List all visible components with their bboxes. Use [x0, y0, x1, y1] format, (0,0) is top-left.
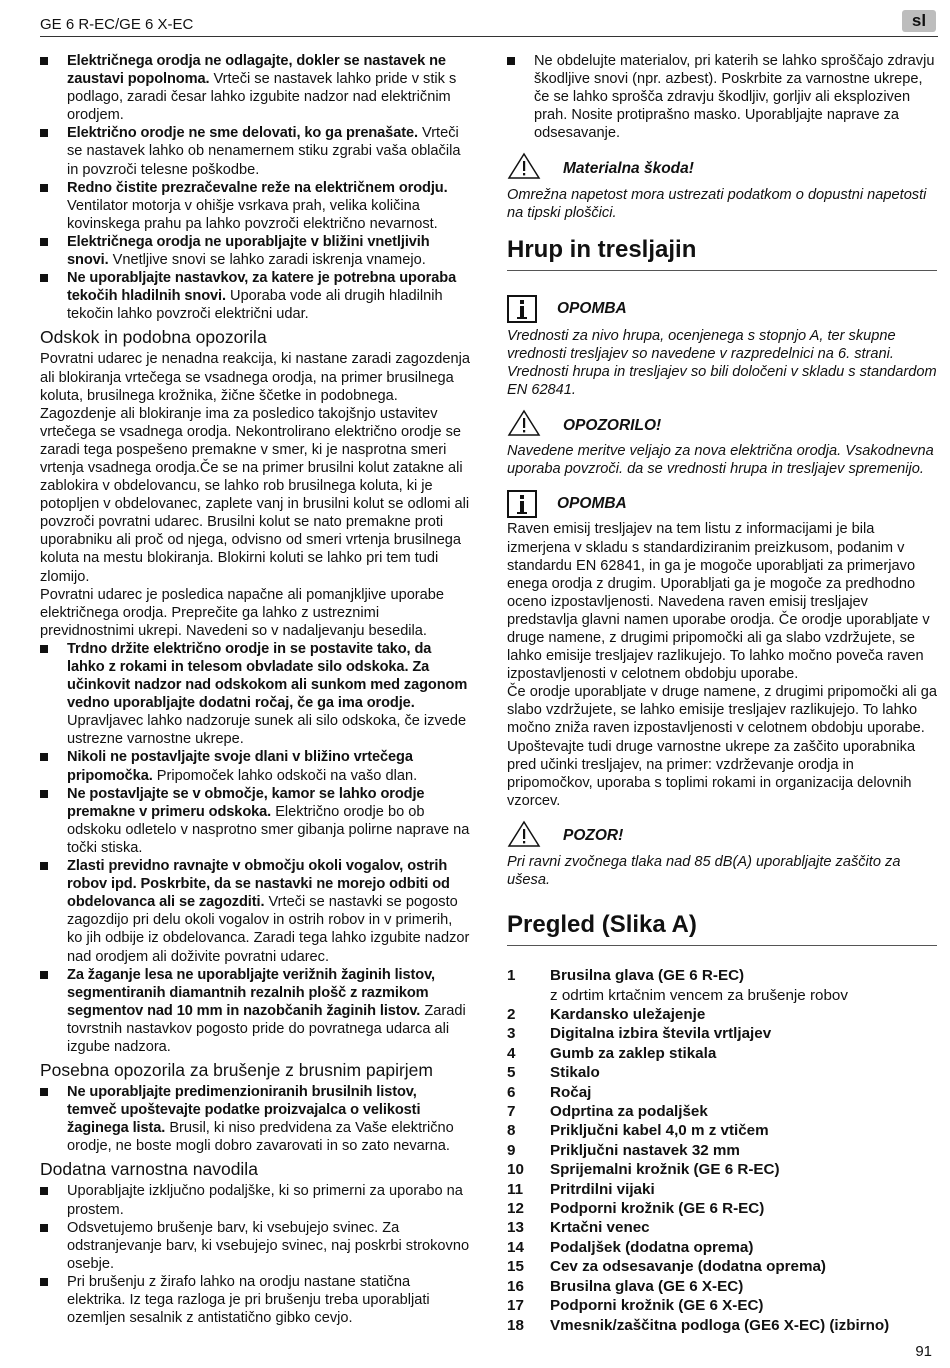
parts-list-item — [507, 1024, 937, 1043]
heading-kickback: Odskok in podobna opozorila — [40, 327, 267, 348]
warning-title: OPOZORILO! — [563, 416, 662, 434]
part-number: 4 — [507, 1044, 516, 1062]
heading-noise: Hrup in tresljajin — [507, 236, 937, 271]
part-number: 2 — [507, 1006, 516, 1023]
bullet-text: Upravljavec lahko nadzoruje sunek ali silo odskoka, če izvede ustrezne varnostne ukrepe. — [67, 713, 467, 748]
bullet-square-icon — [40, 971, 48, 979]
bullet-item — [40, 640, 470, 749]
header-title: GE 6 R-EC/GE 6 X-EC — [40, 16, 194, 33]
bullet-bold-text: Ne postavljajte se v območje, kamor se lahko orodje premakne v primeru odskoka. — [67, 785, 425, 820]
bullet-square-icon — [40, 274, 48, 282]
note2-header — [507, 490, 937, 518]
bullet-square-icon — [40, 238, 48, 246]
parts-list-item — [507, 1277, 937, 1296]
part-name: Pritrdilni vijaki — [550, 1180, 655, 1198]
bullet-text: Vrteči se nastavek lahko ob nenamernem stiku zgrabi vaša oblačila in povzroči telesne poškodbe. — [67, 125, 461, 178]
part-name: Podporni krožnik (GE 6 X-EC) — [550, 1297, 764, 1315]
parts-list-item — [507, 1296, 937, 1315]
part-name: Digitalna izbira števila vrtljajev — [550, 1025, 772, 1043]
bullet-bold-text: Električnega orodja ne uporabljajte v bližini vnetljivih snovi. — [67, 233, 430, 269]
bullet-text: Ne obdelujte materialov, pri katerih se lahko sproščajo zdravju škodljive snovi (npr. azbest). Poskrbite za varnostne ukrepe, če se lahko sprošča zdravju škodljiv, gorljiv ali eksploziven prah. Nosite protiprašno masko. Uporabljajte naprave za odsesavanje. — [534, 53, 935, 142]
bullet-text: Vrteči se nastavek lahko pride v stik s podlago, zaradi česar lahko izgubite nadzor nad električnim orodjem. — [67, 71, 457, 124]
bullet-bold-text: Ne uporabljajte nastavkov, za katere je potrebna uporaba tekočih hladilnih snovi. — [67, 270, 457, 305]
parts-list — [507, 966, 937, 1335]
bullet-square-icon — [40, 790, 48, 798]
bullet-text: Odsvetujemo brušenje barv, ki vsebujejo svinec. Za odstranjevanje barv, ki vsebujejo svinec, naj poskrbi strokovno osebje. — [67, 1219, 470, 1272]
parts-list-item — [507, 1199, 937, 1218]
note1-title: OPOMBA — [557, 299, 627, 317]
bullet-square-icon — [40, 753, 48, 761]
part-description: z odrtim krtačnim vencem za brušenje robov — [550, 986, 848, 1004]
part-name: Podporni krožnik (GE 6 R-EC) — [550, 1200, 765, 1218]
bullet-bold-text: Ne uporabljajte predimenzioniranih brusilnih listov, temveč upoštevajte podatke proizvajalca o velikosti žaginega lista. — [67, 1084, 421, 1137]
bullet-square-icon — [40, 184, 48, 192]
parts-list-item — [507, 1121, 937, 1140]
part-name: Cev za odsesavanje (dodatna oprema) — [550, 1258, 826, 1276]
warning-header — [507, 409, 937, 442]
bullet-item — [40, 1083, 470, 1155]
bullet-list-kickback — [40, 640, 470, 1056]
caution-title: POZOR! — [563, 827, 624, 845]
parts-list-item — [507, 1160, 937, 1179]
parts-list-item — [507, 1218, 937, 1237]
part-name: Gumb za zaklep stikala — [550, 1044, 717, 1062]
parts-list-item — [507, 1102, 937, 1121]
part-name: Sprijemalni krožnik (GE 6 R-EC) — [550, 1161, 780, 1179]
bullet-bold-text: Električnega orodja ne odlagajte, dokler se nastavek ne zaustavi popolnoma. — [67, 53, 446, 88]
parts-list-item — [507, 1316, 937, 1335]
part-name: Ročaj — [550, 1083, 592, 1101]
bullet-square-icon — [40, 1278, 48, 1286]
part-number: 15 — [507, 1258, 524, 1276]
part-number: 8 — [507, 1122, 516, 1140]
bullet-bold-text: Zlasti previdno ravnajte v območju okoli vogalov, ostrih robov ipd. Poskrbite, da se nastavki ne morejo odbiti od obdelovanca ali se zagozditi. — [67, 858, 450, 911]
parts-list-item — [507, 1141, 937, 1160]
bullet-item — [40, 52, 470, 124]
bullet-item — [40, 748, 470, 784]
bullet-square-icon — [40, 129, 48, 137]
part-name: Priključni nastavek 32 mm — [550, 1141, 740, 1159]
bullet-item — [40, 1182, 470, 1218]
language-badge: sl — [902, 10, 936, 32]
parts-list-item — [507, 966, 937, 985]
bullet-item — [40, 233, 470, 269]
bullet-item — [40, 179, 470, 233]
parts-list-item — [507, 1044, 937, 1063]
bullet-square-icon — [40, 1088, 48, 1096]
part-number: 17 — [507, 1297, 524, 1315]
bullet-text: Vnetljive snovi se lahko zaradi iskrenja vnamejo. — [108, 252, 426, 269]
right-column — [507, 52, 937, 1335]
bullet-text: Uporabljajte izključno podaljške, ki so primerni za uporabo na prostem. — [67, 1183, 463, 1218]
bullet-text: Zaradi tovrstnih nastavkov pogosto pride do povratnega udarca ali izgube nadzora. — [67, 1002, 466, 1055]
bullet-item — [40, 1219, 470, 1273]
part-number: 14 — [507, 1238, 524, 1256]
part-name: Stikalo — [550, 1064, 600, 1082]
part-name: Brusilna glava (GE 6 R-EC) — [550, 967, 745, 985]
bullet-bold-text: Električno orodje ne sme delovati, ko ga prenašate. — [67, 125, 418, 142]
part-number: 7 — [507, 1103, 516, 1121]
bullet-square-icon — [40, 1187, 48, 1195]
warning-triangle-icon — [507, 820, 541, 853]
bullet-square-icon — [40, 57, 48, 65]
bullet-text: Brusil, ki niso predvidena za Vaše električno orodje, ne boste mogli dobro zavarovati in so zato nevarna. — [67, 1120, 454, 1155]
note2-paragraph-1: Raven emisij tresljajev na tem listu z informacijami je bila izmerjena v skladu s standardiziranim preizkusom, podanim v standardu EN 62841, in ga je mogoče uporabljati za primerjavo enega orodja z drugim. Uporabljati ga je mogoče za predhodno oceno izpostavljenosti. Navedena raven emisij tresljajev predstavlja glavni namen uporabe orodja. Če orodje uporabljate v druge namene, z drugimi pripomočki ali ga slabo vzdržujete, se lahko emisije tresljajev razlikujejo. To lahko močno poveča raven izpostavljenosti v celotnem obdobju uporabe. — [507, 521, 930, 683]
part-name: Podaljšek (dodatna oprema) — [550, 1238, 754, 1256]
warning-triangle-icon — [507, 409, 541, 442]
warning-triangle-icon — [507, 152, 541, 185]
bullet-item — [40, 857, 470, 966]
parts-list-item — [507, 1083, 937, 1102]
part-number: 1 — [507, 967, 516, 985]
note1-header — [507, 295, 937, 323]
bullet-square-icon — [40, 645, 48, 653]
parts-list-item — [507, 1180, 937, 1199]
part-name: Priključni kabel 4,0 m z vtičem — [550, 1122, 769, 1140]
left-column — [40, 52, 470, 1327]
bullet-bold-text: Za žaganje lesa ne uporabljajte verižnih žaginih listov, segmentiranih diamantnih rezalnih plošč z razmikom segmentov nad 10 mm in nazobčanih žaginih listov. — [67, 966, 435, 1019]
part-number: 11 — [507, 1180, 524, 1198]
part-number: 10 — [507, 1161, 524, 1179]
bullet-text: Pri brušenju z žirafo lahko na orodju nastane statična elektrika. Iz tega razloga je pri brušenju treba uporabljati ozemljen sesalnik z antistatično gibko cevjo. — [67, 1273, 430, 1327]
heading-sanding: Posebna opozorila za brušenje z brusnim papirjem — [40, 1060, 433, 1081]
bullet-item — [40, 966, 470, 1056]
bullet-list-additional — [40, 1182, 470, 1327]
page-number: 91 — [915, 1343, 932, 1360]
heading-additional: Dodatna varnostna navodila — [40, 1159, 258, 1180]
part-number: 18 — [507, 1316, 524, 1334]
bullet-text: Pripomoček lahko odskoči na vašo dlan. — [152, 767, 418, 784]
part-name: Odprtina za podaljšek — [550, 1103, 708, 1121]
bullet-bold-text: Trdno držite električno orodje in se postavite tako, da lahko z rokami in telesom obvladate silo odskoka. Za učinkovit nadzor nad odskokom ali sunkom med zagonom vedno uporabljajte dodatni ročaj, če ga ima orodje. — [67, 640, 468, 712]
bullet-item — [40, 785, 470, 857]
warning-text: Navedene meritve veljajo za nova električna orodja. Vsakodnevna uporaba povzroči. da se vrednosti hrupa in tresljajev spremenijo. — [507, 443, 934, 478]
bullet-bold-text: Nikoli ne postavljajte svoje dlani v bližino vrtečega pripomočka. — [67, 749, 413, 784]
note2-title: OPOMBA — [557, 495, 627, 513]
kickback-paragraph-1: Povratni udarec je nenadna reakcija, ki nastane zaradi zagozdenja ali blokiranja vrtečega se vsadnega orodja, na primer brusilnega koluta, brusilnega krožnika, žične ščetke in podobnega. Zagozdenje ali blokiranje ima za posledico takojšnjo ustavitev vrtečega se vsadnega orodja. Nekontrolirano električno orodje se zaradi tega pospešeno premakne v smer, ki je nasprotna smeri vrtenja vsadnega orodja.Če se na primer brusilni kolut zatakne ali zablokira v obdelovancu, se lahko rob brusilnega koluta, ki je potopljen v obdelovanec, zaplete vanj in brusilni kolut se odlomi ali povzroči povratni udarec. Brusilni kolut se nato premakne proti uporabniku ali proč od njega, odvisno od smeri vrtenja brusilnega koluta na mestu blokiranja. Blokirni koluti se lahko pri tem tudi zlomijo. — [40, 351, 470, 585]
bullet-item — [40, 269, 470, 323]
bullet-text: Uporaba vode ali drugih hladilnih tekočin lahko povzroči električni udar. — [67, 288, 443, 323]
note2-paragraph-2: Če orodje uporabljate v druge namene, z drugimi pripomočki ali ga slabo vzdržujete, se lahko emisije tresljajev razlikujejo. To lahko močno zniža raven izpostavljenosti v celotnem obdobju uporabe. Upoštevajte tudi druge varnostne ukrepe za zaščito uporabnika pred učinki tresljajev, na primer: vzdrževanje orodja in pripomočkov, uporaba s toplimi rokami in organizacija delovnih vzorcev. — [507, 684, 937, 809]
bullet-item — [40, 124, 470, 178]
part-number: 12 — [507, 1200, 524, 1218]
info-icon — [507, 490, 537, 518]
bullet-square-icon — [40, 1224, 48, 1232]
bullet-list-sanding — [40, 1083, 470, 1155]
bullet-text: Ventilator motorja v ohišje vsrkava prah, velika količina kovinskega prahu pa lahko povzroči električno nevarnost. — [67, 197, 438, 232]
caution-header — [507, 820, 937, 853]
material-damage-header — [507, 152, 937, 185]
part-number: 9 — [507, 1141, 516, 1159]
bullet-item — [507, 52, 937, 142]
parts-list-item — [507, 1238, 937, 1257]
header-rule — [40, 36, 938, 37]
bullet-bold-text: Redno čistite prezračevalne reže na električnem orodju. — [67, 179, 448, 196]
bullet-text: Električno orodje bo ob odskoku odletelo v nasprotno smer gibanja polirne naprave na točki stiska. — [67, 803, 470, 856]
bullet-item — [40, 1273, 470, 1327]
note1-text: Vrednosti za nivo hrupa, ocenjenega s stopnjo A, ter skupne vrednosti tresljajev so navedene v razpredelnici na 6. strani. Vrednosti hrupa in tresljajev so bili določeni v skladu s standardom EN 62841. — [507, 327, 937, 399]
bullet-text: Vrteči se nastavki se pogosto zagozdijo pri delu okoli vogalov in ostrih robov in v primerih, ko jih odbije iz obdelovanca. Zaradi tega lahko izgubite nadzor nad orodjem ali doživite povratni udarec. — [67, 894, 470, 965]
part-name: Krtačni venec — [550, 1219, 650, 1237]
kickback-paragraph-2: Povratni udarec je posledica napačne ali pomanjkljive uporabe električnega orodja. Preprečite ga lahko z ustreznimi previdnostnimi ukrepi. Navedeni so v nadaljevanju besedila. — [40, 586, 445, 639]
part-number: 6 — [507, 1083, 516, 1101]
caution-text: Pri ravni zvočnega tlaka nad 85 dB(A) uporabljajte zaščito za ušesa. — [507, 854, 901, 889]
part-name: Vmesnik/zaščitna podloga (GE6 X-EC) (izbirno) — [550, 1316, 890, 1334]
part-number: 16 — [507, 1277, 524, 1295]
heading-overview: Pregled (Slika A) — [507, 911, 937, 946]
parts-list-item — [507, 1063, 937, 1082]
part-number: 5 — [507, 1064, 516, 1082]
part-name: Brusilna glava (GE 6 X-EC) — [550, 1277, 744, 1295]
parts-list-item — [507, 1005, 937, 1024]
bullet-square-icon — [507, 57, 515, 65]
parts-list-item — [507, 1257, 937, 1276]
material-damage-text: Omrežna napetost mora ustrezati podatkom o dopustni napetosti na tipski ploščici. — [507, 186, 927, 221]
material-damage-title: Materialna škoda! — [563, 159, 694, 177]
bullet-square-icon — [40, 862, 48, 870]
part-name: Kardansko uležajenje — [550, 1006, 706, 1023]
part-number: 13 — [507, 1219, 524, 1237]
info-icon — [507, 295, 537, 323]
bullet-list-safety — [40, 52, 470, 323]
part-number: 3 — [507, 1025, 516, 1043]
